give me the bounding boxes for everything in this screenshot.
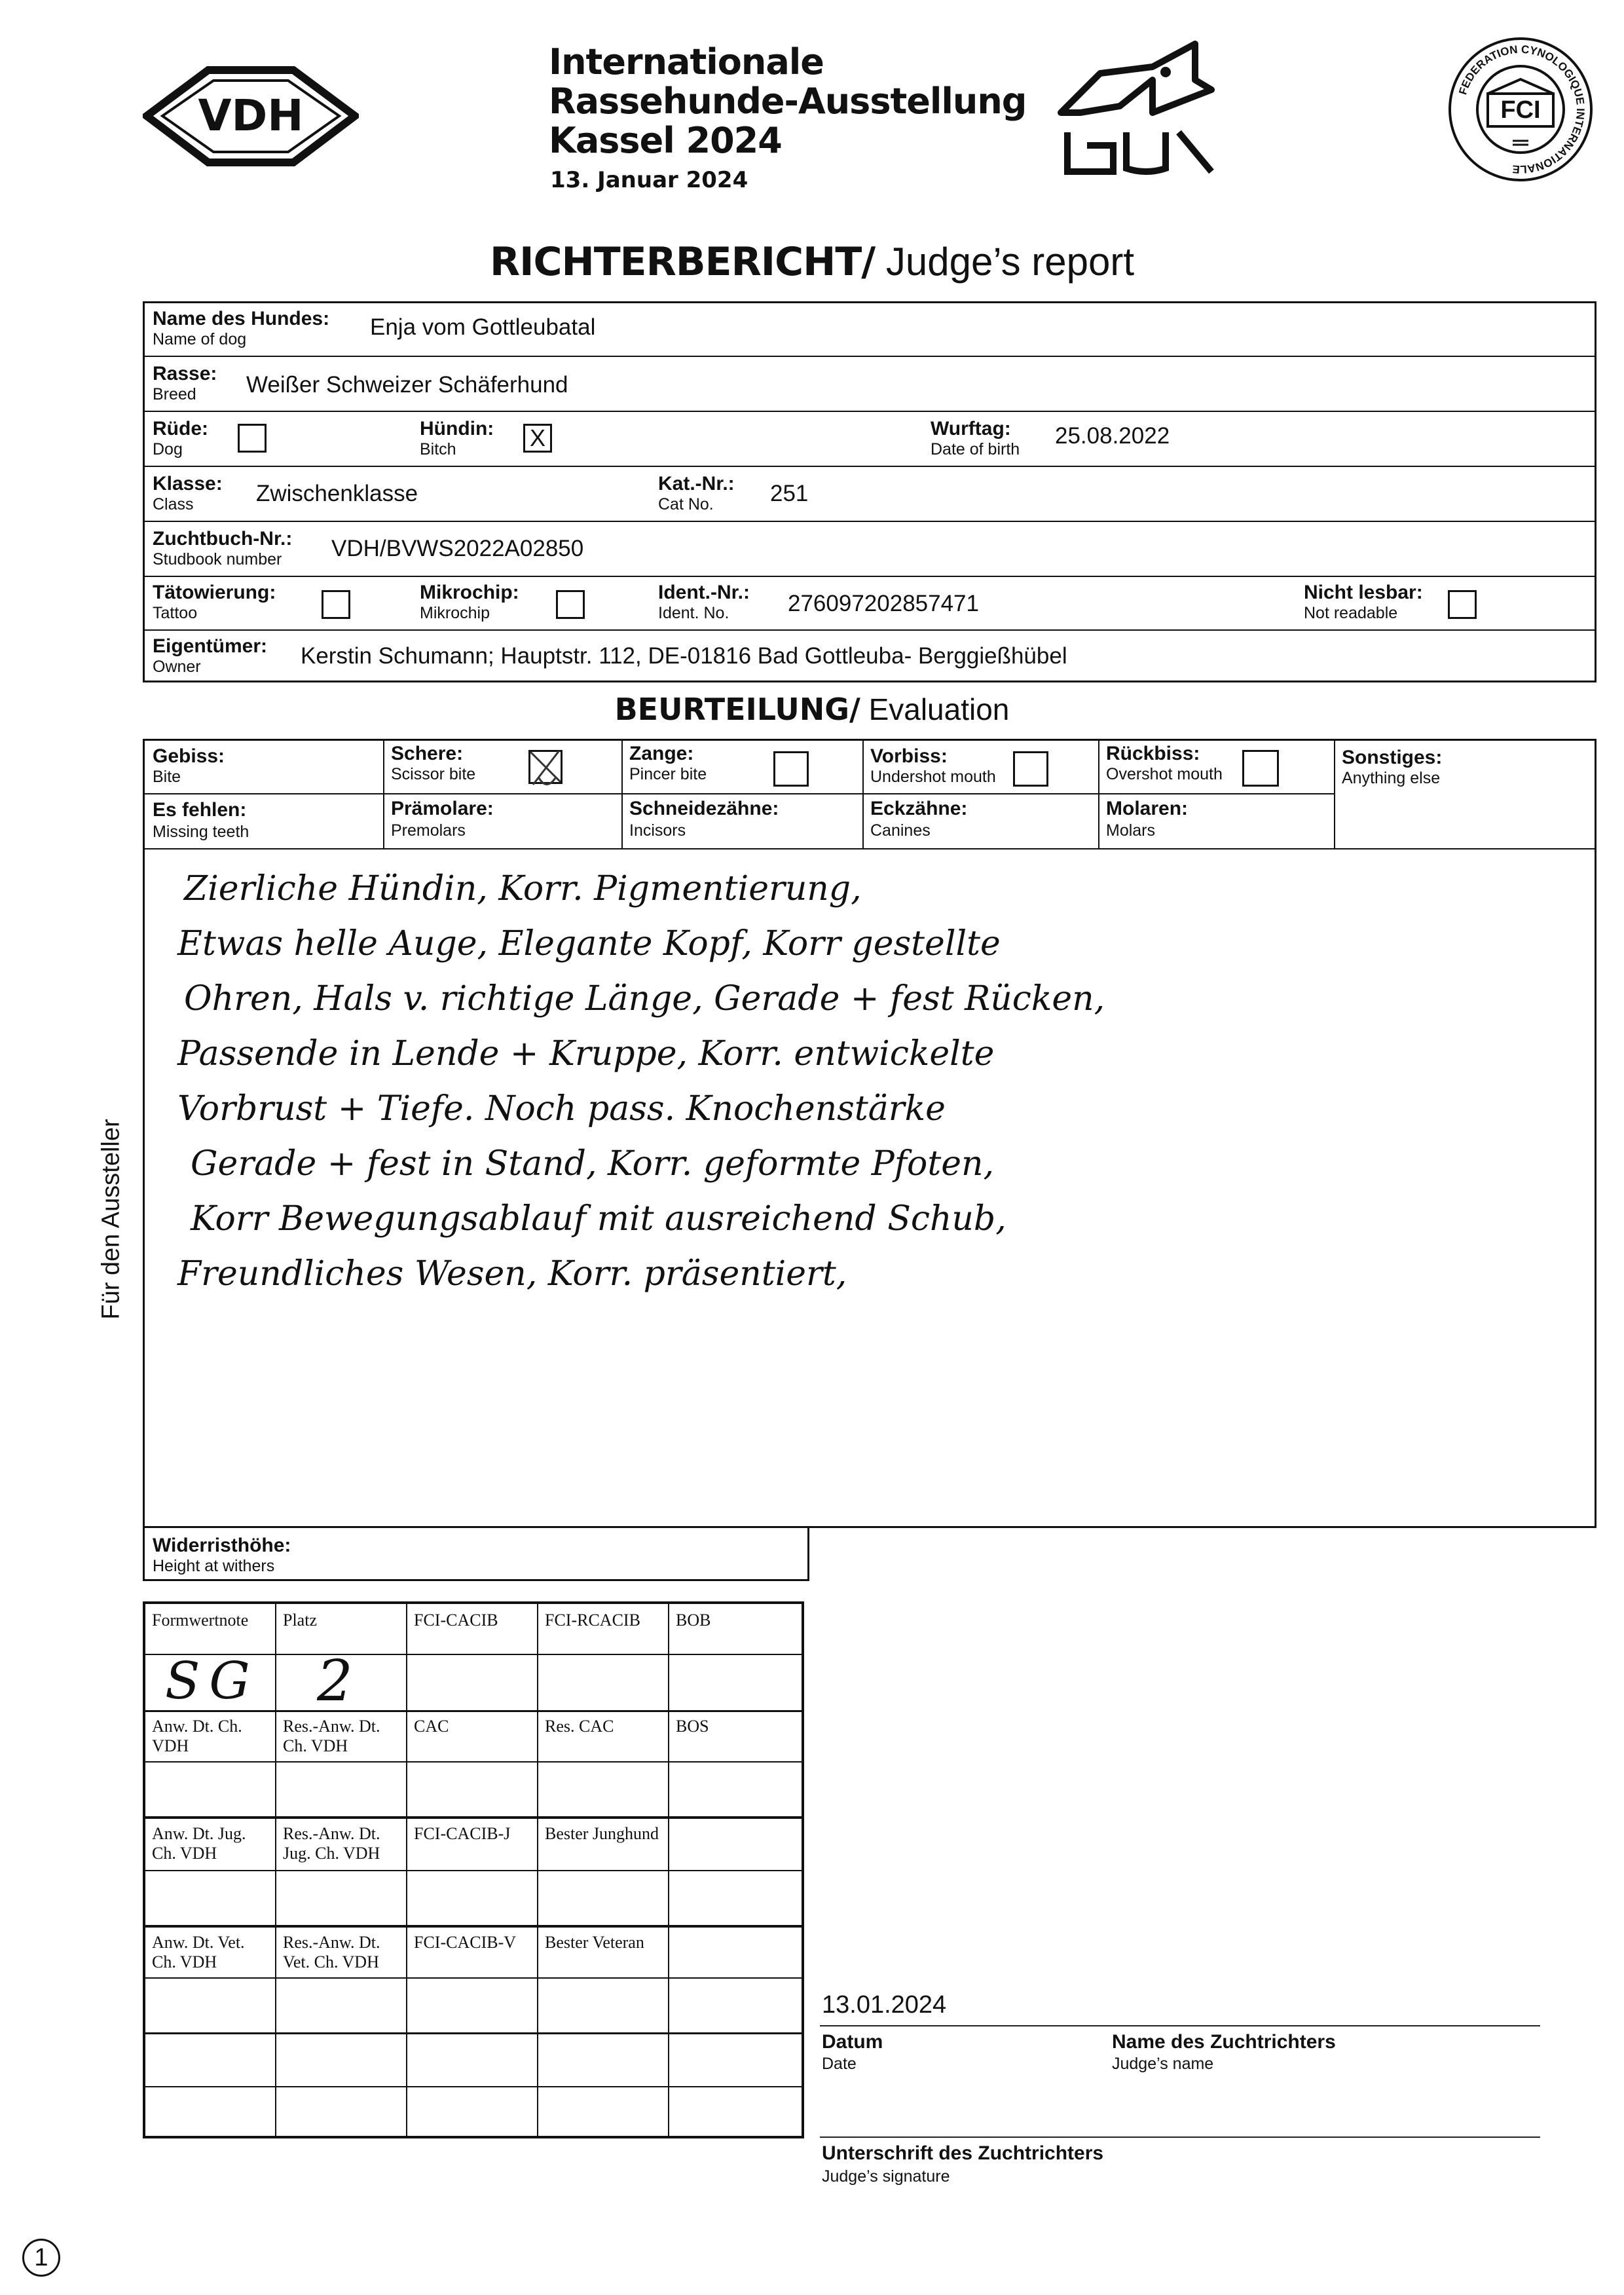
tattoo-sub: Tattoo: [153, 604, 198, 622]
fci-logo: [1447, 36, 1595, 183]
molars-label: Molaren:: [1106, 798, 1189, 819]
grade-label-anw-dt-ch: Anw. Dt. Ch. VDH: [152, 1717, 242, 1755]
cell-incisors: [623, 794, 864, 849]
evaluation-title: [0, 692, 1624, 727]
name-label: Name des Hundes:: [153, 308, 330, 329]
grade-value: SG: [165, 1652, 259, 1711]
canines-sub: Canines: [870, 821, 931, 840]
vdh-logo-text: VDH: [198, 90, 304, 141]
grade-label-bob: BOB: [676, 1611, 711, 1630]
missing-label: Es fehlen:: [153, 799, 247, 821]
evaluation-title-de: BEURTEILUNG/: [614, 692, 860, 727]
grade-label-bester-junghund: Bester Junghund: [545, 1824, 659, 1843]
show-title-line2: Rassehunde-Ausstellung: [549, 81, 1027, 122]
owner-label: Eigentümer:: [153, 635, 268, 657]
pincer-checkbox[interactable]: [773, 751, 809, 787]
undershot-label: Vorbiss:: [870, 745, 948, 767]
judge-date-value: 13.01.2024: [822, 1991, 947, 2019]
grade-label-anw-dt-vet-ch: Anw. Dt. Vet. Ch. VDH: [152, 1933, 245, 1971]
withers-label: Widerristhöhe:: [153, 1535, 291, 1556]
other-label: Sonstiges:: [1342, 747, 1443, 768]
class-sub: Class: [153, 495, 194, 513]
missing-sub: Missing teeth: [153, 823, 249, 841]
cell-undershot: [864, 741, 1099, 794]
scissor-sub: Scissor bite: [391, 765, 476, 783]
date-line: [820, 2025, 1540, 2026]
grade-label-fci-cacib-v: FCI-CACIB-V: [414, 1933, 517, 1952]
tattoo-checkbox[interactable]: [322, 590, 350, 619]
cell-other: [1335, 741, 1595, 849]
studbook-value: VDH/BVWS2022A02850: [331, 536, 584, 561]
page-number-text: 1: [34, 2244, 48, 2271]
owner-sub: Owner: [153, 658, 201, 676]
female-label: Hündin:: [420, 418, 494, 439]
premolars-sub: Premolars: [391, 821, 466, 840]
handwritten-line: Zierliche Hündin, Korr. Pigmentierung,: [184, 869, 862, 908]
withers-sub: Height at withers: [153, 1557, 275, 1575]
class-label: Klasse:: [153, 473, 223, 494]
pincer-label: Zange:: [629, 743, 694, 764]
evaluation-title-en: Evaluation: [868, 692, 1010, 726]
chip-sub: Mikrochip: [420, 604, 490, 622]
overshot-sub: Overshot mouth: [1106, 765, 1223, 783]
row-identification: [145, 577, 1595, 631]
cell-molars: [1099, 794, 1335, 849]
grade-label-res-cac: Res. CAC: [545, 1717, 614, 1736]
name-sub: Name of dog: [153, 330, 247, 348]
grade-label-platz: Platz: [283, 1611, 317, 1630]
handwritten-line: Etwas helle Auge, Elegante Kopf, Korr gestellte: [177, 924, 1001, 963]
handwritten-line: Korr Bewegungsablauf mit ausreichend Schub,: [191, 1199, 1006, 1239]
chip-label: Mikrochip:: [420, 582, 519, 603]
date-label: Datum: [822, 2031, 883, 2053]
signature-label: Unterschrift des Zuchtrichters: [822, 2142, 1104, 2164]
catno-sub: Cat No.: [658, 495, 714, 513]
signature-line: [820, 2136, 1540, 2138]
undershot-checkbox[interactable]: [1013, 751, 1048, 787]
ident-value: 276097202857471: [788, 591, 979, 616]
handwritten-line: Ohren, Hals v. richtige Länge, Gerade + fest Rücken,: [184, 979, 1105, 1018]
dob-value: 25.08.2022: [1055, 423, 1170, 449]
unreadable-checkbox[interactable]: [1448, 590, 1477, 619]
studbook-sub: Studbook number: [153, 550, 282, 569]
grade-label-anw-dt-jug-ch: Anw. Dt. Jug. Ch. VDH: [152, 1824, 246, 1863]
ident-sub: Ident. No.: [658, 604, 729, 622]
withers-box: [143, 1526, 809, 1581]
class-value: Zwischenklasse: [256, 481, 418, 506]
show-dog-logo: [1054, 41, 1215, 175]
other-sub: Anything else: [1342, 769, 1441, 787]
scissor-label: Schere:: [391, 743, 464, 764]
show-title-line1: Internationale: [549, 41, 824, 83]
undershot-sub: Undershot mouth: [870, 768, 996, 786]
place-value: 2: [317, 1649, 353, 1714]
fci-ring-text: FEDERATION CYNOLOGIQUE INTERNATIONALE: [1456, 43, 1587, 176]
handwritten-cross-icon: [526, 748, 561, 787]
row-name: [145, 303, 1595, 357]
breed-sub: Breed: [153, 385, 196, 403]
dob-label: Wurftag:: [931, 418, 1011, 439]
unreadable-label: Nicht lesbar:: [1304, 582, 1423, 603]
side-label-exhibitor: Für den Aussteller: [97, 1119, 125, 1320]
report-title: [0, 239, 1624, 285]
cell-premolars: [384, 794, 623, 849]
signature-sub: Judge’s signature: [822, 2167, 950, 2186]
cell-pincer: [623, 741, 864, 794]
ident-label: Ident.-Nr.:: [658, 582, 750, 603]
handwritten-evaluation: [177, 861, 1585, 1301]
cell-bite: [145, 741, 384, 794]
grades-table: [143, 1601, 804, 2138]
breed-label: Rasse:: [153, 363, 217, 384]
report-title-en: Judge’s report: [885, 240, 1135, 284]
grade-label-res-anw-dt-vet-ch: Res.-Anw. Dt. Vet. Ch. VDH: [283, 1933, 380, 1971]
row-class: [145, 467, 1595, 522]
cell-scissor: [384, 741, 623, 794]
grade-label-cac: CAC: [414, 1717, 449, 1736]
catno-value: 251: [770, 481, 809, 506]
date-sub: Date: [822, 2055, 857, 2073]
premolars-label: Prämolare:: [391, 798, 494, 819]
dob-sub: Date of birth: [931, 440, 1020, 458]
incisors-sub: Incisors: [629, 821, 686, 840]
male-sub: Dog: [153, 440, 183, 458]
male-label: Rüde:: [153, 418, 208, 439]
grade-label-fci-cacib-j: FCI-CACIB-J: [414, 1824, 511, 1843]
female-checkbox[interactable]: X: [523, 424, 552, 453]
chip-checkbox[interactable]: [556, 590, 585, 619]
female-sub: Bitch: [420, 440, 456, 458]
grade-label-fci-rcacib: FCI-RCACIB: [545, 1611, 640, 1630]
grade-label-res-anw-dt-ch: Res.-Anw. Dt. Ch. VDH: [283, 1717, 380, 1755]
handwritten-line: Vorbrust + Tiefe. Noch pass. Knochenstärke: [177, 1089, 946, 1129]
molars-sub: Molars: [1106, 821, 1156, 840]
handwritten-line: Gerade + fest in Stand, Korr. geformte Pfoten,: [191, 1144, 995, 1184]
show-date: 13. Januar 2024: [550, 167, 748, 193]
row-breed: [145, 357, 1595, 412]
grade-label-res-anw-dt-jug-ch: Res.-Anw. Dt. Jug. Ch. VDH: [283, 1824, 380, 1863]
bite-label: Gebiss:: [153, 745, 225, 767]
owner-value: Kerstin Schumann; Hauptstr. 112, DE-01816 Bad Gottleuba- Berggießhübel: [301, 643, 1067, 669]
unreadable-sub: Not readable: [1304, 604, 1398, 622]
handwritten-line: Freundliches Wesen, Korr. präsentiert,: [177, 1254, 847, 1294]
row-sex-dob: [145, 412, 1595, 467]
judge-name-label: Name des Zuchtrichters: [1112, 2031, 1336, 2053]
catno-label: Kat.-Nr.:: [658, 473, 735, 494]
bite-sub: Bite: [153, 768, 181, 786]
overshot-checkbox[interactable]: [1242, 750, 1279, 787]
grade-label-fci-cacib: FCI-CACIB: [414, 1611, 498, 1630]
dog-name-value: Enja vom Gottleubatal: [370, 314, 596, 340]
judge-name-sub: Judge’s name: [1112, 2055, 1214, 2073]
row-studbook: [145, 522, 1595, 577]
report-title-de: RICHTERBERICHT/: [489, 239, 876, 285]
grade-label-formwertnote: Formwertnote: [152, 1611, 249, 1630]
evaluation-box: [143, 739, 1596, 1528]
breed-value: Weißer Schweizer Schäferhund: [246, 372, 568, 398]
grade-label-bester-veteran: Bester Veteran: [545, 1933, 644, 1952]
show-title-line3: Kassel 2024: [549, 120, 782, 161]
male-checkbox[interactable]: [238, 424, 267, 453]
row-owner: [145, 631, 1595, 681]
fci-logo-text: FCI: [1500, 96, 1541, 124]
overshot-label: Rückbiss:: [1106, 743, 1200, 764]
incisors-label: Schneidezähne:: [629, 798, 779, 819]
page-number: [22, 2239, 60, 2277]
studbook-label: Zuchtbuch-Nr.:: [153, 528, 293, 550]
cell-overshot: [1099, 741, 1335, 794]
cell-missing: [145, 794, 384, 849]
pincer-sub: Pincer bite: [629, 765, 707, 783]
dog-info-box: [143, 301, 1596, 682]
cell-canines: [864, 794, 1099, 849]
vdh-logo: [143, 62, 359, 170]
handwritten-line: Passende in Lende + Kruppe, Korr. entwickelte: [177, 1034, 995, 1073]
grade-label-bos: BOS: [676, 1717, 709, 1736]
canines-label: Eckzähne:: [870, 798, 968, 819]
scissor-checkbox[interactable]: [528, 750, 563, 784]
tattoo-label: Tätowierung:: [153, 582, 276, 603]
